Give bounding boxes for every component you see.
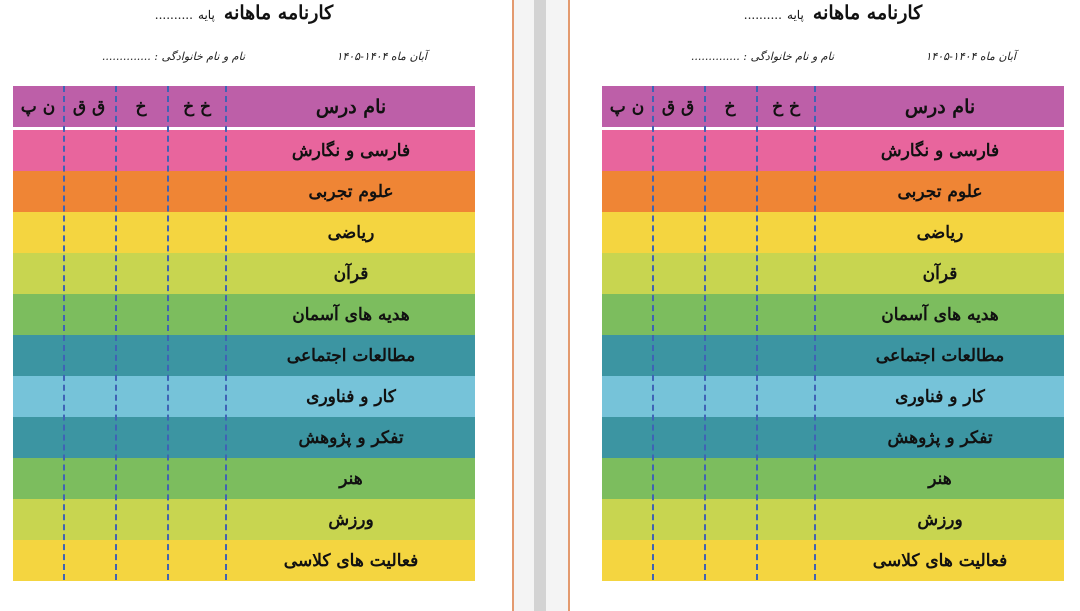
grade-cell[interactable] <box>652 171 704 212</box>
grade-cell[interactable] <box>756 417 816 458</box>
report-card-right <box>602 0 1064 580</box>
grade-cell[interactable] <box>115 212 167 253</box>
grade-cell[interactable] <box>167 171 227 212</box>
grade-cell[interactable] <box>602 335 652 376</box>
meta-line <box>13 50 475 70</box>
grade-dots: .......... <box>154 8 193 22</box>
gutter-strip <box>534 0 546 611</box>
grade-cell[interactable] <box>115 376 167 417</box>
subject-name: هنر <box>928 468 952 489</box>
grade-column-header: ق ق <box>661 96 695 117</box>
grade-label: پایه <box>198 8 215 22</box>
report-title: کارنامه ماهانه <box>812 2 923 24</box>
subject-row <box>602 253 1064 294</box>
subject-row <box>13 130 475 171</box>
subject-row <box>13 376 475 417</box>
grade-cell[interactable] <box>652 294 704 335</box>
grade-cell[interactable] <box>63 171 115 212</box>
grade-cell[interactable] <box>167 294 227 335</box>
grade-cell[interactable] <box>756 376 816 417</box>
grade-cell[interactable] <box>167 499 227 540</box>
subject-name: کار و فناوری <box>306 386 396 407</box>
column-divider <box>63 86 65 580</box>
grade-cell[interactable] <box>167 540 227 581</box>
grade-cell[interactable] <box>13 335 63 376</box>
grade-cell[interactable] <box>756 294 816 335</box>
subject-name: علوم تجربی <box>897 181 983 202</box>
grade-cell[interactable] <box>63 294 115 335</box>
subject-row <box>602 171 1064 212</box>
grade-cell[interactable] <box>704 294 756 335</box>
grade-cell[interactable] <box>13 253 63 294</box>
grade-cell[interactable] <box>652 499 704 540</box>
grade-cell[interactable] <box>704 212 756 253</box>
subject-row <box>13 294 475 335</box>
grade-cell[interactable] <box>652 130 704 171</box>
grade-column-header: ق ق <box>72 96 106 117</box>
grade-cell[interactable] <box>63 376 115 417</box>
grade-cell[interactable] <box>167 417 227 458</box>
grade-cell[interactable] <box>115 130 167 171</box>
subject-name: فعالیت های کلاسی <box>872 550 1008 571</box>
grade-cell[interactable] <box>115 499 167 540</box>
subject-name: ریاضی <box>916 222 964 243</box>
grade-cell[interactable] <box>652 417 704 458</box>
subject-name: کار و فناوری <box>895 386 985 407</box>
subject-row <box>602 458 1064 499</box>
column-divider <box>652 86 654 580</box>
grade-dots: .......... <box>743 8 782 22</box>
grade-cell[interactable] <box>13 171 63 212</box>
subject-row <box>13 458 475 499</box>
grade-cell[interactable] <box>602 499 652 540</box>
subject-row <box>13 171 475 212</box>
subject-name: هدیه های آسمان <box>292 304 410 325</box>
subject-row <box>602 335 1064 376</box>
student-name-field: نام و نام خانوادگی : .............. <box>101 50 245 63</box>
meta-line <box>602 50 1064 70</box>
column-divider <box>167 86 169 580</box>
subject-row <box>602 499 1064 540</box>
subject-name: تفکر و پژوهش <box>298 427 404 448</box>
grade-cell[interactable] <box>13 376 63 417</box>
grades-table <box>602 86 1064 580</box>
grade-cell[interactable] <box>704 458 756 499</box>
subject-name: هدیه های آسمان <box>881 304 999 325</box>
grade-cell[interactable] <box>756 335 816 376</box>
header-subject-label: نام درس <box>315 95 387 118</box>
grade-cell[interactable] <box>63 458 115 499</box>
grade-cell[interactable] <box>602 253 652 294</box>
grade-cell[interactable] <box>704 335 756 376</box>
column-divider <box>115 86 117 580</box>
grade-cell[interactable] <box>63 335 115 376</box>
grade-cell[interactable] <box>115 458 167 499</box>
grade-cell[interactable] <box>167 130 227 171</box>
subject-row <box>13 253 475 294</box>
grade-cell[interactable] <box>167 253 227 294</box>
subject-name: هنر <box>339 468 363 489</box>
grade-cell[interactable] <box>652 212 704 253</box>
header-subject-label: نام درس <box>904 95 976 118</box>
subject-name: ریاضی <box>327 222 375 243</box>
grade-cell[interactable] <box>756 253 816 294</box>
grade-cell[interactable] <box>115 253 167 294</box>
grade-column-header: خ خ <box>183 96 211 117</box>
grade-cell[interactable] <box>704 253 756 294</box>
grade-cell[interactable] <box>167 458 227 499</box>
subject-row <box>602 212 1064 253</box>
page-gutter <box>512 0 570 611</box>
column-divider <box>704 86 706 580</box>
grade-cell[interactable] <box>652 335 704 376</box>
grade-cell[interactable] <box>652 540 704 581</box>
subject-name: قرآن <box>922 263 958 284</box>
date-text: آبان ماه ۱۴۰۴-۱۴۰۵ <box>336 50 427 63</box>
report-card-left <box>13 0 475 580</box>
table-header-row <box>13 86 475 127</box>
subject-row <box>13 499 475 540</box>
grade-cell[interactable] <box>704 417 756 458</box>
page-left <box>0 0 512 611</box>
student-name-field: نام و نام خانوادگی : .............. <box>690 50 834 63</box>
grades-table <box>13 86 475 580</box>
subject-name: علوم تجربی <box>308 181 394 202</box>
grade-cell[interactable] <box>13 540 63 581</box>
grade-cell[interactable] <box>602 540 652 581</box>
grade-cell[interactable] <box>602 212 652 253</box>
column-divider <box>814 86 816 580</box>
grade-cell[interactable] <box>602 294 652 335</box>
grade-cell[interactable] <box>167 335 227 376</box>
subject-name: ورزش <box>328 509 374 530</box>
grade-column-header: خ <box>724 96 736 117</box>
grade-cell[interactable] <box>602 130 652 171</box>
grade-cell[interactable] <box>704 540 756 581</box>
grade-cell[interactable] <box>115 294 167 335</box>
subject-row <box>13 335 475 376</box>
column-divider <box>225 86 227 580</box>
title-line <box>13 2 475 34</box>
grade-cell[interactable] <box>115 540 167 581</box>
grade-cell[interactable] <box>63 540 115 581</box>
grade-cell[interactable] <box>167 212 227 253</box>
grade-cell[interactable] <box>756 499 816 540</box>
subject-row <box>602 130 1064 171</box>
subject-row <box>602 376 1064 417</box>
grade-cell[interactable] <box>704 171 756 212</box>
grade-column-header: ن پ <box>609 96 645 117</box>
grade-label: پایه <box>787 8 804 22</box>
grade-cell[interactable] <box>13 499 63 540</box>
grade-cell[interactable] <box>704 130 756 171</box>
grade-cell[interactable] <box>652 253 704 294</box>
grade-cell[interactable] <box>602 376 652 417</box>
grade-cell[interactable] <box>167 376 227 417</box>
grade-cell[interactable] <box>13 417 63 458</box>
page-right <box>570 0 1080 611</box>
grade-cell[interactable] <box>115 417 167 458</box>
subject-name: فارسی و نگارش <box>880 140 1000 161</box>
grade-cell[interactable] <box>115 335 167 376</box>
grade-cell[interactable] <box>63 499 115 540</box>
subject-row <box>602 294 1064 335</box>
grade-cell[interactable] <box>13 212 63 253</box>
grade-cell[interactable] <box>602 458 652 499</box>
grade-cell[interactable] <box>602 417 652 458</box>
grade-column-header: ن پ <box>20 96 56 117</box>
grade-cell[interactable] <box>13 130 63 171</box>
table-header-row <box>602 86 1064 127</box>
grade-cell[interactable] <box>602 171 652 212</box>
grade-cell[interactable] <box>704 499 756 540</box>
subject-name: ورزش <box>917 509 963 530</box>
grade-cell[interactable] <box>756 130 816 171</box>
subject-row <box>13 540 475 581</box>
grade-column-header: خ خ <box>772 96 800 117</box>
grade-cell[interactable] <box>63 417 115 458</box>
grade-cell[interactable] <box>13 294 63 335</box>
title-line <box>602 2 1064 34</box>
grade-cell[interactable] <box>63 253 115 294</box>
report-title: کارنامه ماهانه <box>223 2 334 24</box>
subject-name: قرآن <box>333 263 369 284</box>
page-edge-left <box>512 0 514 611</box>
grade-cell[interactable] <box>756 540 816 581</box>
grade-cell[interactable] <box>63 212 115 253</box>
date-text: آبان ماه ۱۴۰۴-۱۴۰۵ <box>925 50 1016 63</box>
grade-column-header: خ <box>135 96 147 117</box>
grade-cell[interactable] <box>652 376 704 417</box>
grade-cell[interactable] <box>756 458 816 499</box>
grade-cell[interactable] <box>115 171 167 212</box>
grade-cell[interactable] <box>704 376 756 417</box>
grade-cell[interactable] <box>652 458 704 499</box>
grade-cell[interactable] <box>756 212 816 253</box>
subject-name: مطالعات اجتماعی <box>286 345 416 366</box>
subject-row <box>602 417 1064 458</box>
subject-row <box>13 212 475 253</box>
grade-cell[interactable] <box>13 458 63 499</box>
grade-cell[interactable] <box>63 130 115 171</box>
grade-cell[interactable] <box>756 171 816 212</box>
subject-name: فارسی و نگارش <box>291 140 411 161</box>
subject-row <box>602 540 1064 581</box>
subject-name: مطالعات اجتماعی <box>875 345 1005 366</box>
subject-row <box>13 417 475 458</box>
column-divider <box>756 86 758 580</box>
subject-name: تفکر و پژوهش <box>887 427 993 448</box>
subject-name: فعالیت های کلاسی <box>283 550 419 571</box>
